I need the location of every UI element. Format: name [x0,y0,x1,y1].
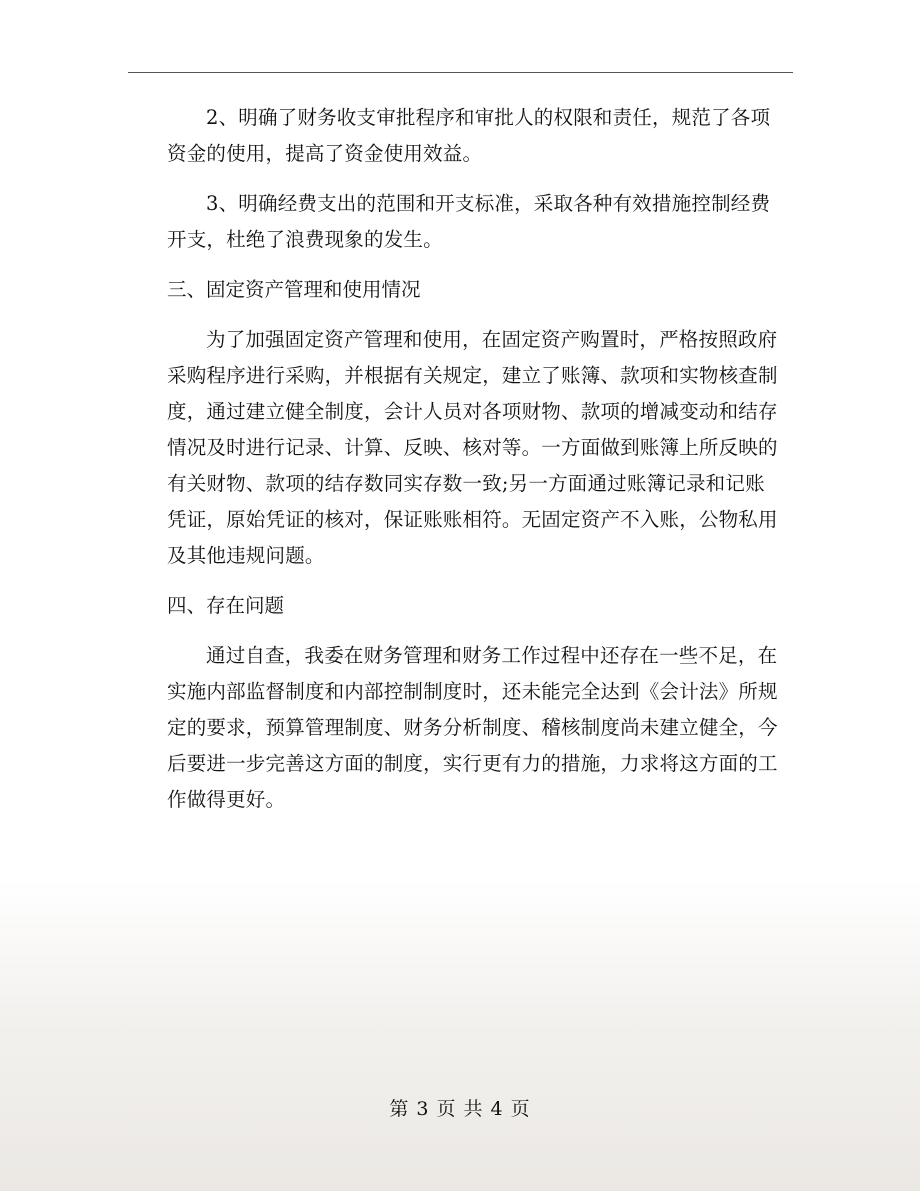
text-line: 实施内部监督制度和内部控制制度时，还未能完全达到《会计法》所规 [167,680,778,703]
text-line: 资金的使用，提高了资金使用效益。 [167,142,483,165]
text-line: 开支，杜绝了浪费现象的发生。 [167,228,443,251]
text-line: 后要进一步完善这方面的制度，实行更有力的措施，力求将这方面的工 [167,752,778,775]
document-body [128,100,792,832]
text-line: 定的要求，预算管理制度、财务分析制度、稽核制度尚未建立健全，今 [167,716,778,739]
paragraph-problems [128,638,792,818]
text-line: 凭证，原始凭证的核对，保证账账相符。无固定资产不入账，公物私用 [167,508,778,531]
text-line: 及其他违规问题。 [167,544,325,567]
header-rule [128,72,793,73]
section-heading-fixed-assets: 三、固定资产管理和使用情况 [167,278,421,301]
text-line: 有关财物、款项的结存数同实存数一致;另一方面通过账簿记录和记账 [167,472,765,495]
text-line: 为了加强固定资产管理和使用，在固定资产购置时，严格按照政府 [206,328,778,351]
text-line: 作做得更好。 [167,788,286,811]
text-line: 通过自查，我委在财务管理和财务工作过程中还存在一些不足，在 [206,644,778,667]
paragraph-item-2 [128,100,792,172]
text-line: 2、明确了财务收支审批程序和审批人的权限和责任，规范了各项 [206,106,771,129]
text-line: 度，通过建立健全制度，会计人员对各项财物、款项的增减变动和结存 [167,400,778,423]
paragraph-item-3 [128,186,792,258]
text-line: 采购程序进行采购，并根据有关规定，建立了账簿、款项和实物核查制 [167,364,778,387]
paragraph-fixed-assets [128,322,792,574]
text-line: 情况及时进行记录、计算、反映、核对等。一方面做到账簿上所反映的 [167,436,778,459]
text-line: 3、明确经费支出的范围和开支标准，采取各种有效措施控制经费 [206,192,771,215]
page-number-footer: 第 3 页 共 4 页 [389,1098,531,1120]
section-heading-problems: 四、存在问题 [167,594,285,617]
